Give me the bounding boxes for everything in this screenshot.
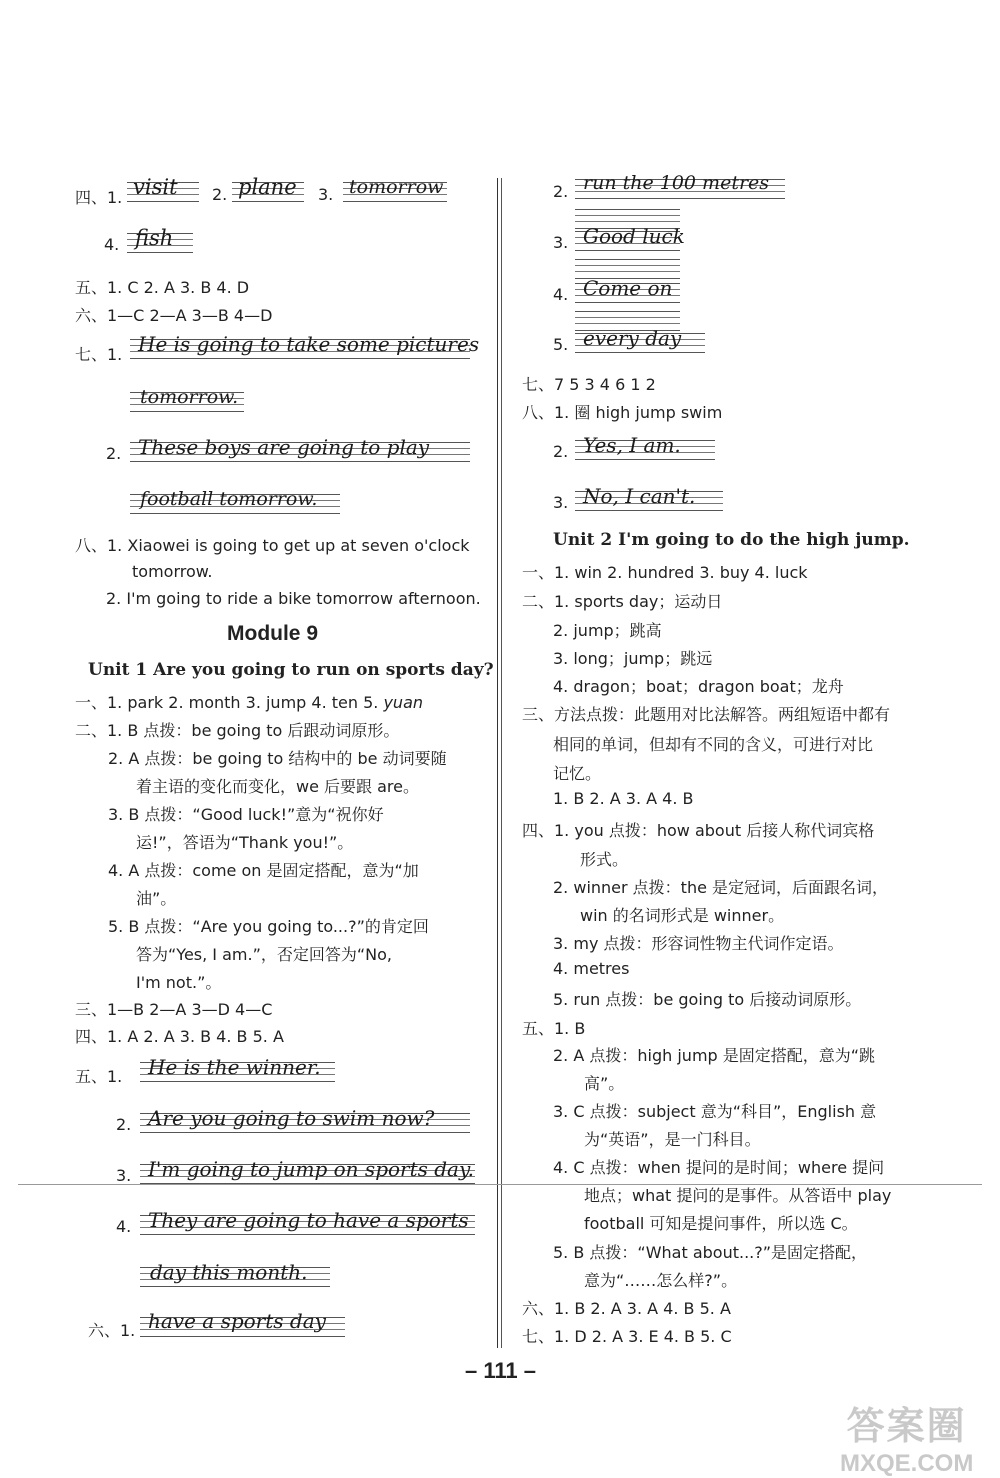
u1-section-4: 四、1. A 2. A 3. B 4. B 5. A: [75, 1027, 284, 1046]
u1-s2-5a: 5. B 点拨：“Are you going to...?”的肯定回: [108, 917, 429, 936]
u2-s3b: 相同的单词，但却有不同的含义，可进行对比: [553, 735, 874, 754]
section-8-line3: 2. I'm going to ride a bike tomorrow afternoon.: [106, 589, 481, 608]
u2-s2-3: 3. long；jump；跳远: [553, 649, 713, 668]
u1-s2-5b: 答为“Yes, I am.”，否定回答为“No,: [136, 945, 392, 964]
u2-s2-4: 4. dragon；boat；dragon boat；龙舟: [553, 677, 844, 696]
column-divider-inner: [501, 178, 502, 1348]
u2-s5-4a: 4. C 点拨：when 提问的是时间；where 提问: [553, 1158, 885, 1177]
r-s8-answer-2: Yes, I am.: [583, 433, 681, 457]
section-6: 六、1—C 2—A 3—B 4—D: [75, 306, 273, 325]
u1-section-3: 三、1—B 2—A 3—D 4—C: [75, 1000, 273, 1019]
u1-s5-n2: 2.: [116, 1115, 132, 1134]
u1-s2-1: 二、1. B 点拨：be going to 后跟动词原形。: [75, 721, 400, 740]
u2-s5-5b: 意为“……怎么样?”。: [584, 1271, 738, 1290]
u1-s5-sentence-3: I'm going to jump on sports day.: [148, 1157, 474, 1181]
watermark-line2: MXQE.COM: [840, 1450, 974, 1477]
r-answer-5: every day: [583, 326, 682, 350]
section-8-line1: 八、1. Xiaowei is going to get up at seven o'clock: [75, 536, 470, 555]
answer-fish: fish: [135, 226, 174, 250]
u1-s2-5c: I'm not.”。: [136, 973, 222, 992]
u2-s5-4b: 地点；what 提问的是事件。从答语中 play: [584, 1186, 892, 1205]
u2-s7: 七、1. D 2. A 3. E 4. B 5. C: [522, 1327, 732, 1346]
u1-s5-sentence-1: He is the winner.: [148, 1055, 321, 1079]
u2-s6: 六、1. B 2. A 3. A 4. B 5. A: [522, 1299, 731, 1318]
answer-visit: visit: [133, 175, 178, 199]
u1-s5-sentence-4b: day this month.: [150, 1260, 308, 1284]
num-4: 4.: [104, 235, 120, 254]
u2-s4-5: 5. run 点拨：be going to 后接动词原形。: [553, 990, 862, 1009]
u2-s4-4: 4. metres: [553, 959, 630, 978]
u1-s2-4b: 油”。: [136, 889, 177, 908]
u2-s5-2b: 高”。: [584, 1074, 625, 1093]
watermark-line1: 答案圈: [846, 1404, 967, 1448]
r-n2: 2.: [553, 182, 569, 201]
r-answer-2: run the 100 metres: [583, 172, 770, 194]
u2-s5-3a: 3. C 点拨：subject 意为“科目”，English 意: [553, 1102, 877, 1121]
r-answer-3: Good luck: [583, 224, 685, 248]
answer-plane: plane: [238, 175, 297, 199]
u2-s3d: 1. B 2. A 3. A 4. B: [553, 789, 694, 808]
u2-s1: 一、1. win 2. hundred 3. buy 4. luck: [522, 563, 808, 582]
section-7-label: 七、1.: [75, 345, 123, 364]
watermark: [840, 1395, 973, 1478]
u1-s6-label: 六、1.: [88, 1321, 136, 1340]
u1-s6-answer: have a sports day: [148, 1309, 326, 1333]
num-3: 3.: [318, 185, 334, 204]
u2-s5-5a: 5. B 点拨：“What about...?”是固定搭配，: [553, 1243, 868, 1262]
u1-s5-sentence-4a: They are going to have a sports: [148, 1208, 469, 1232]
module-title: Module 9: [227, 622, 319, 645]
sentence-7-1b: tomorrow.: [140, 386, 239, 408]
r-section-8-1: 八、1. 圈 high jump swim: [522, 403, 723, 422]
r-section-7: 七、7 5 3 4 6 1 2: [522, 375, 656, 394]
sentence-7-2b: football tomorrow.: [140, 488, 318, 510]
u1-s5-n4: 4.: [116, 1217, 132, 1236]
u1-s2-2a: 2. A 点拨：be going to 结构中的 be 动词要随: [108, 749, 447, 768]
r-n4: 4.: [553, 285, 569, 304]
u1-s2-4a: 4. A 点拨：come on 是固定搭配，意为“加: [108, 861, 419, 880]
unit2-title: Unit 2 I'm going to do the high jump.: [553, 530, 910, 550]
r-answer-4: Come on: [583, 276, 673, 300]
u2-s2-2: 2. jump；跳高: [553, 621, 662, 640]
u2-s3a: 三、方法点拨：此题用对比法解答。两组短语中都有: [522, 705, 891, 724]
u1-s2-3a: 3. B 点拨：“Good luck!”意为“祝你好: [108, 805, 384, 824]
u2-s5-4c: football 可知是提问事件，所以选 C。: [584, 1214, 858, 1233]
page-number: – 111 –: [465, 1358, 536, 1383]
answer-tomorrow: tomorrow: [349, 176, 444, 198]
u2-s2-1: 二、1. sports day；运动日: [522, 592, 723, 611]
num-2: 2.: [212, 185, 228, 204]
u2-s4-1b: 形式。: [580, 850, 629, 869]
r-n3: 3.: [553, 233, 569, 252]
column-divider: [497, 178, 498, 1348]
num-7-2: 2.: [106, 444, 122, 463]
u1-s5-n3: 3.: [116, 1166, 132, 1185]
u1-s2-2b: 着主语的变化而变化，we 后要跟 are。: [136, 777, 419, 796]
section-4-label: 四、1.: [75, 188, 123, 207]
u2-s4-2a: 2. winner 点拨：the 是定冠词，后面跟名词，: [553, 878, 889, 897]
u1-s2-3b: 运!”，答语为“Thank you!”。: [136, 833, 354, 852]
u1-s5-sentence-2: Are you going to swim now?: [148, 1106, 435, 1130]
section-5: 五、1. C 2. A 3. B 4. D: [75, 278, 250, 297]
u2-s3c: 记忆。: [553, 764, 602, 783]
u2-s5-3b: 为“英语”，是一门科目。: [584, 1130, 761, 1149]
u2-s5-1: 五、1. B: [522, 1019, 586, 1038]
sentence-7-2a: These boys are going to play: [138, 435, 430, 459]
r-s8-n3: 3.: [553, 493, 569, 512]
section-8-line2: tomorrow.: [132, 562, 213, 581]
u2-s4-3: 3. my 点拨：形容词性物主代词作定语。: [553, 934, 844, 953]
u2-s5-2a: 2. A 点拨：high jump 是固定搭配，意为“跳: [553, 1046, 876, 1065]
r-s8-answer-3: No, I can't.: [583, 484, 696, 508]
sentence-7-1a: He is going to take some pictures: [138, 332, 480, 356]
u2-s4-2b: win 的名词形式是 winner。: [580, 906, 785, 925]
unit1-title: Unit 1 Are you going to run on sports day?: [88, 660, 494, 680]
u1-s5-label: 五、1.: [75, 1067, 123, 1086]
u2-s4-1a: 四、1. you 点拨：how about 后接人称代词宾格: [522, 821, 875, 840]
u1-section-1: 一、1. park 2. month 3. jump 4. ten 5. yuan: [75, 693, 424, 712]
r-n5: 5.: [553, 335, 569, 354]
r-s8-n2: 2.: [553, 442, 569, 461]
